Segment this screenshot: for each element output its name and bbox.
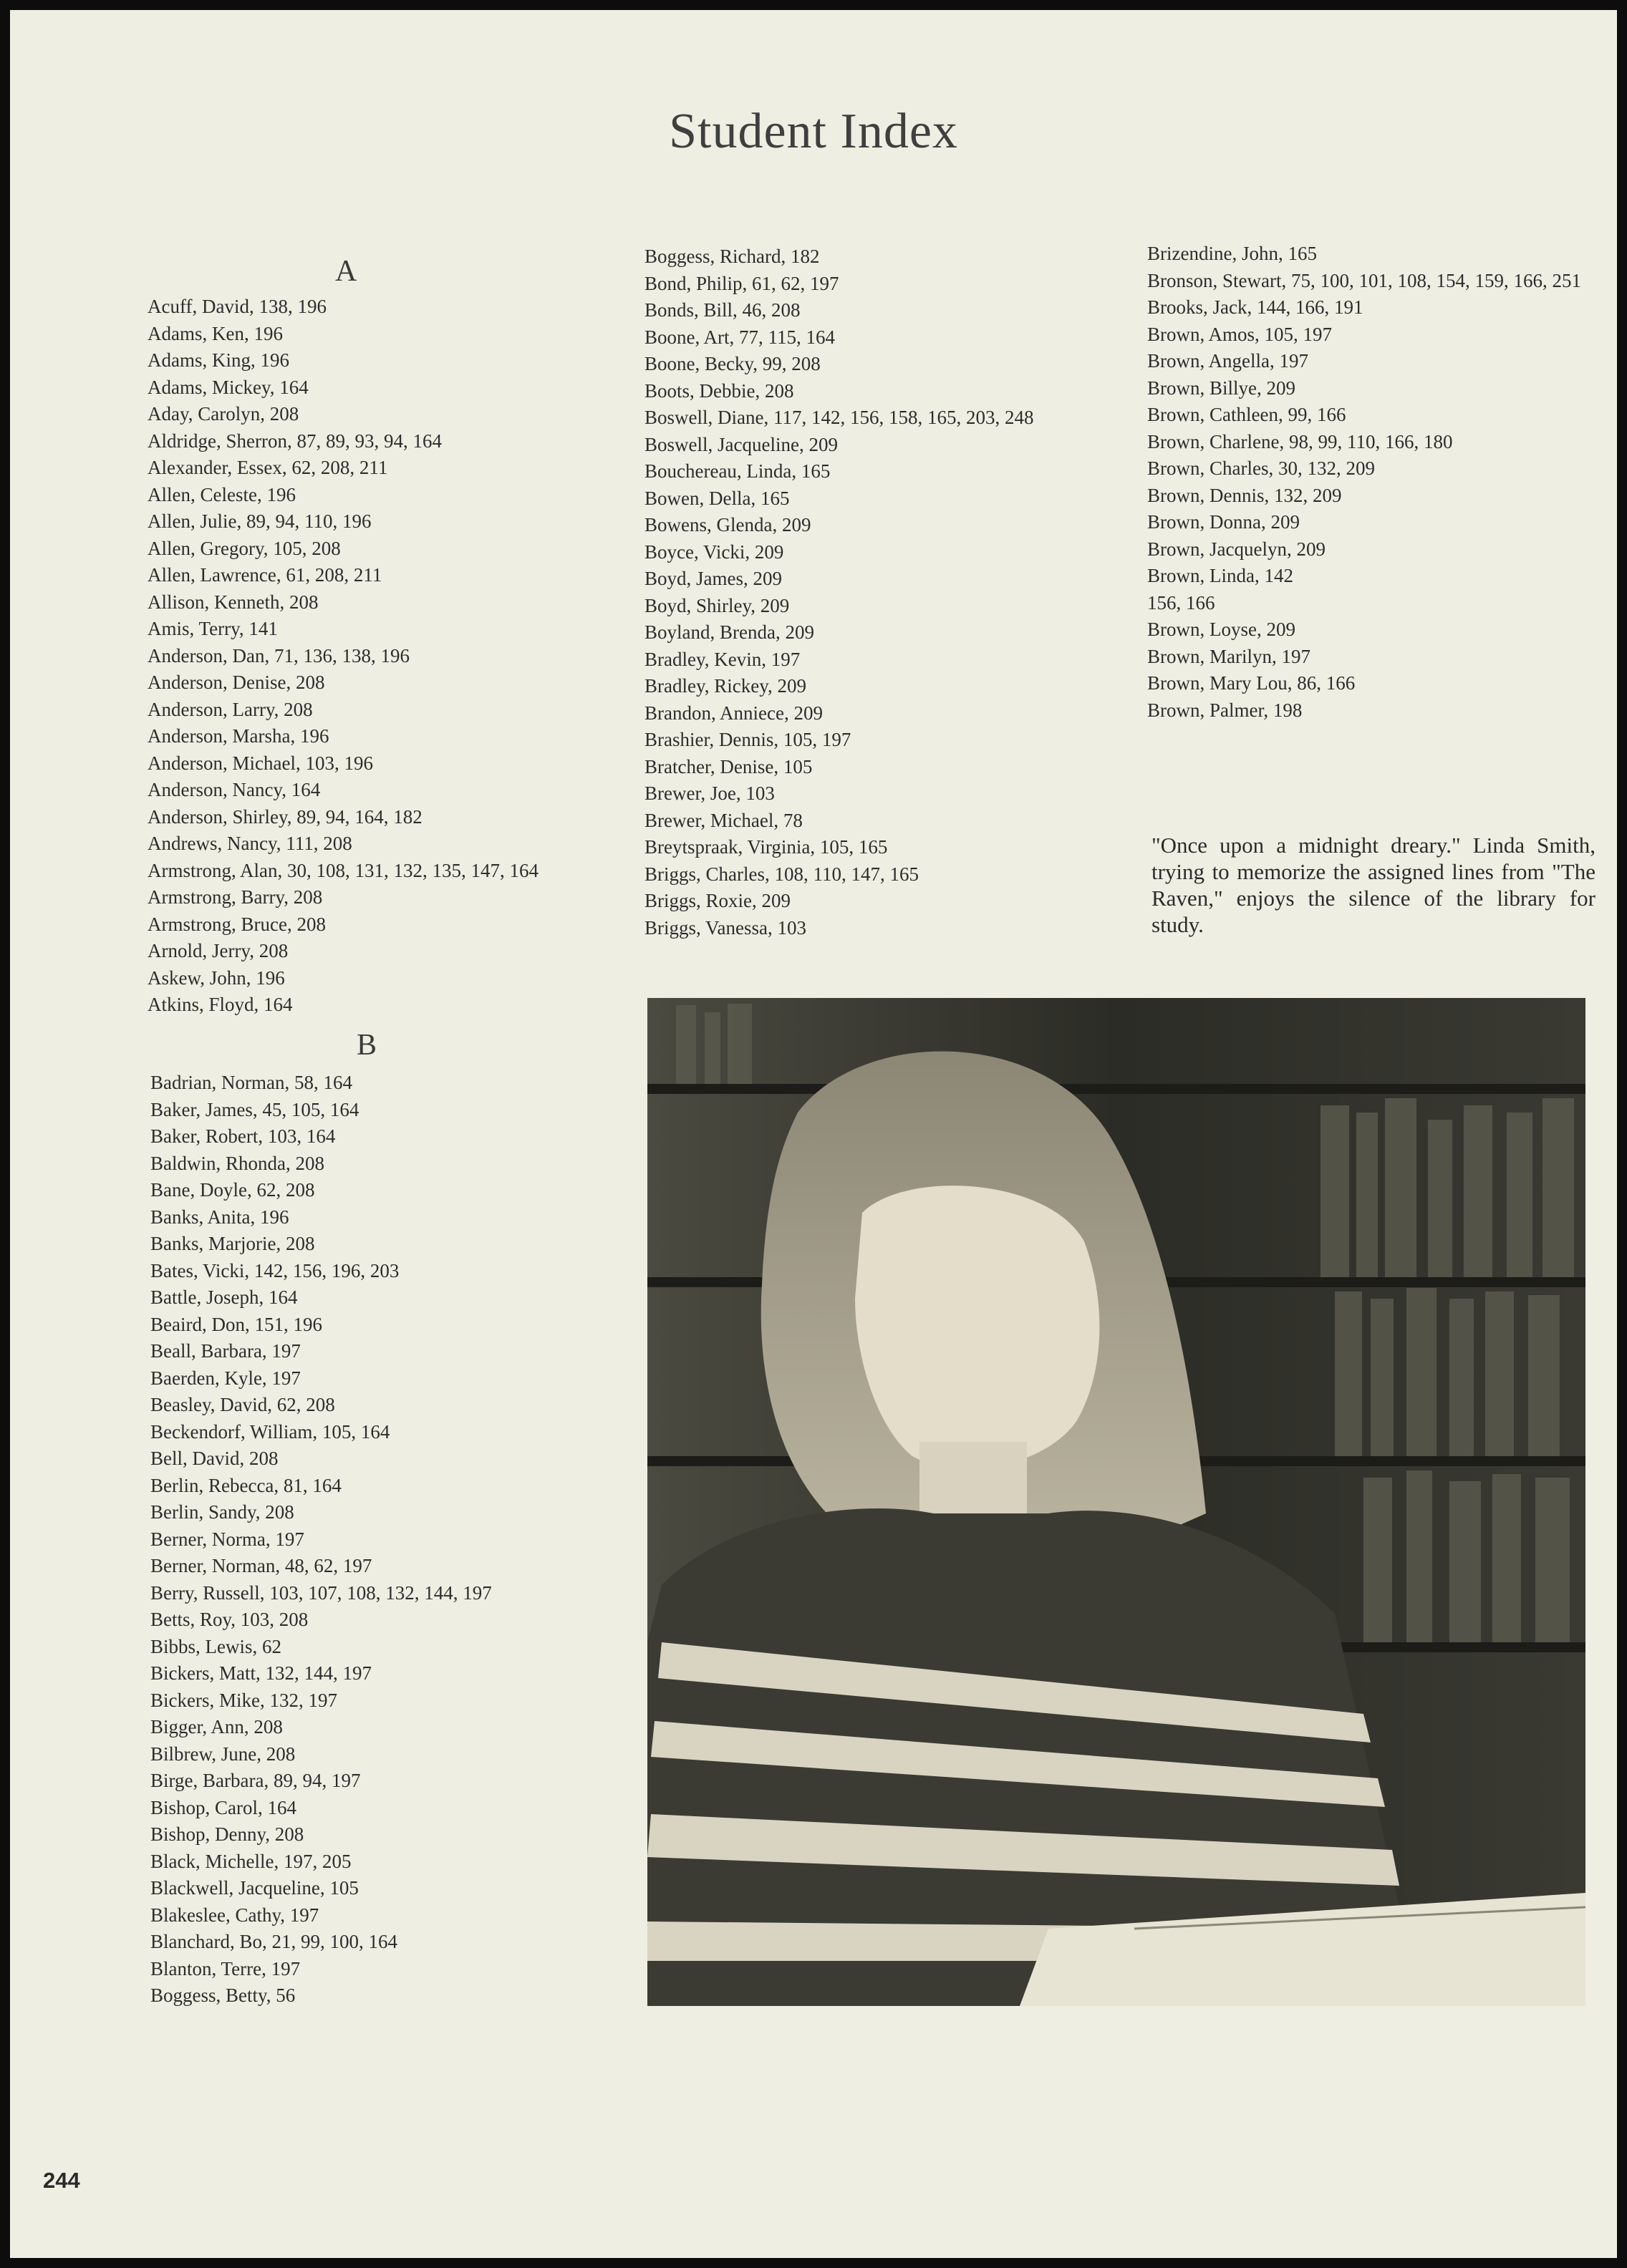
index-entry: Berlin, Sandy, 208: [150, 1501, 294, 1523]
index-entry: Armstrong, Alan, 30, 108, 131, 132, 135, 147, 164: [148, 859, 539, 881]
index-entry: Battle, Joseph, 164: [150, 1286, 298, 1308]
index-entry: Brashier, Dennis, 105, 197: [644, 729, 851, 750]
index-entry: Adams, Mickey, 164: [148, 376, 309, 398]
index-entry: Adams, King, 196: [148, 349, 289, 371]
index-entry: Brown, Marilyn, 197: [1147, 645, 1310, 667]
index-entry: Amis, Terry, 141: [148, 618, 278, 639]
index-entry: Brown, Donna, 209: [1147, 511, 1300, 533]
index-entry: Aldridge, Sherron, 87, 89, 93, 94, 164: [148, 430, 442, 452]
index-entry: Banks, Anita, 196: [150, 1206, 289, 1228]
column-2-list: [644, 243, 1131, 941]
index-entry: Acuff, David, 138, 196: [148, 296, 327, 317]
index-entry: Brown, Mary Lou, 86, 166: [1147, 672, 1356, 694]
index-entry: Brown, Dennis, 132, 209: [1147, 484, 1342, 506]
index-entry: Bond, Philip, 61, 62, 197: [644, 272, 839, 294]
index-entry: Bradley, Kevin, 197: [644, 648, 801, 670]
section-b-list: [150, 1070, 492, 2010]
index-entry: Bradley, Rickey, 209: [644, 675, 806, 697]
photo-caption: "Once upon a midnight dreary." Linda Smith, trying to memorize the assigned lines from "The Raven," enjoys the silence of the library for study.: [1152, 833, 1595, 937]
index-entry: Bishop, Denny, 208: [150, 1823, 304, 1845]
page-title: Student Index: [669, 104, 958, 159]
index-entry: Boggess, Betty, 56: [150, 1984, 296, 2006]
index-entry: Beasley, David, 62, 208: [150, 1394, 335, 1415]
index-entry: Black, Michelle, 197, 205: [150, 1850, 352, 1872]
index-entry: Banks, Marjorie, 208: [150, 1233, 315, 1254]
index-entry: Briggs, Charles, 108, 110, 147, 165: [644, 863, 919, 885]
index-entry: Brown, Angella, 197: [1147, 350, 1308, 372]
index-entry: Bowens, Glenda, 209: [644, 514, 811, 536]
index-entry: Bilbrew, June, 208: [150, 1743, 296, 1765]
section-letter-a: A: [335, 255, 357, 288]
index-entry: Boyland, Brenda, 209: [644, 621, 814, 643]
index-entry: Bigger, Ann, 208: [150, 1716, 283, 1738]
index-entry: Anderson, Michael, 103, 196: [148, 752, 373, 774]
page-number: 244: [43, 2168, 80, 2193]
index-entry: Brown, Charles, 30, 132, 209: [1147, 457, 1375, 479]
index-entry: Berner, Norman, 48, 62, 197: [150, 1555, 372, 1576]
index-entry: Beall, Barbara, 197: [150, 1340, 301, 1362]
index-entry: Bickers, Mike, 132, 197: [150, 1689, 337, 1711]
index-entry: Bishop, Carol, 164: [150, 1796, 297, 1818]
index-entry: Blackwell, Jacqueline, 105: [150, 1877, 359, 1899]
index-entry: Bonds, Bill, 46, 208: [644, 299, 801, 321]
index-entry: Bell, David, 208: [150, 1448, 279, 1469]
index-entry: Brooks, Jack, 144, 166, 191: [1147, 296, 1363, 318]
index-entry: Armstrong, Barry, 208: [148, 886, 323, 908]
index-entry: Anderson, Marsha, 196: [148, 725, 329, 747]
index-entry: Briggs, Vanessa, 103: [644, 916, 806, 939]
index-entry: Bickers, Matt, 132, 144, 197: [150, 1662, 372, 1684]
index-entry: Allison, Kenneth, 208: [148, 591, 319, 613]
index-entry: Askew, John, 196: [148, 966, 285, 989]
index-entry: Brizendine, John, 165: [1147, 243, 1317, 264]
index-entry: Bane, Doyle, 62, 208: [150, 1179, 315, 1201]
index-entry: Boots, Debbie, 208: [644, 379, 794, 402]
index-entry: Brown, Loyse, 209: [1147, 619, 1295, 640]
section-a-list: [148, 294, 539, 1019]
index-entry: Alexander, Essex, 62, 208, 211: [148, 457, 388, 478]
index-entry: Berlin, Rebecca, 81, 164: [150, 1474, 342, 1496]
index-entry: Andrews, Nancy, 111, 208: [148, 833, 352, 854]
index-entry: 156, 166: [1147, 591, 1215, 614]
index-entry: Atkins, Floyd, 164: [148, 994, 293, 1015]
index-entry: Brown, Billye, 209: [1147, 377, 1295, 399]
index-entry: Bibbs, Lewis, 62: [150, 1635, 282, 1657]
index-entry: Anderson, Dan, 71, 136, 138, 196: [148, 644, 410, 667]
index-entry: Baker, James, 45, 105, 164: [150, 1098, 359, 1120]
index-entry: Allen, Gregory, 105, 208: [148, 537, 341, 559]
index-entry: Blanchard, Bo, 21, 99, 100, 164: [150, 1931, 397, 1952]
index-entry: Brewer, Joe, 103: [644, 782, 775, 804]
index-entry: Aday, Carolyn, 208: [148, 403, 299, 425]
index-entry: Bowen, Della, 165: [644, 487, 790, 509]
index-entry: Bates, Vicki, 142, 156, 196, 203: [150, 1259, 400, 1281]
index-entry: Adams, Ken, 196: [148, 322, 283, 344]
section-letter-b: B: [357, 1029, 377, 1062]
index-entry: Birge, Barbara, 89, 94, 197: [150, 1770, 361, 1791]
index-entry: Brown, Charlene, 98, 99, 110, 166, 180: [1147, 430, 1453, 452]
index-entry: Baker, Robert, 103, 164: [150, 1125, 336, 1147]
index-entry: Betts, Roy, 103, 208: [150, 1609, 309, 1630]
index-entry: Boone, Art, 77, 115, 164: [644, 326, 835, 348]
index-entry: Breytspraak, Virginia, 105, 165: [644, 836, 888, 858]
index-entry: Beaird, Don, 151, 196: [150, 1313, 322, 1335]
index-entry: Baerden, Kyle, 197: [150, 1367, 301, 1389]
index-entry: Brown, Palmer, 198: [1147, 699, 1303, 721]
index-column-3: [1147, 241, 1598, 724]
index-entry: Brown, Amos, 105, 197: [1147, 323, 1333, 345]
index-entry: Bratcher, Denise, 105: [644, 755, 813, 777]
index-entry: Boyce, Vicki, 209: [644, 541, 784, 563]
index-entry: Badrian, Norman, 58, 164: [150, 1072, 352, 1093]
index-entry: Berry, Russell, 103, 107, 108, 132, 144, 197: [150, 1581, 492, 1604]
index-entry: Briggs, Roxie, 209: [644, 890, 791, 911]
index-entry: Blanton, Terre, 197: [150, 1957, 301, 1979]
index-entry: Blakeslee, Cathy, 197: [150, 1904, 319, 1926]
index-entry: Armstrong, Bruce, 208: [148, 913, 326, 935]
index-entry: Brown, Linda, 142: [1147, 565, 1293, 586]
index-entry: Boggess, Richard, 182: [644, 246, 820, 267]
index-entry: Anderson, Larry, 208: [148, 698, 313, 720]
index-entry: Brewer, Michael, 78: [644, 809, 803, 831]
index-entry: Baldwin, Rhonda, 208: [150, 1152, 324, 1174]
index-entry: Anderson, Shirley, 89, 94, 164, 182: [148, 805, 423, 828]
index-entry: Bronson, Stewart, 75, 100, 101, 108, 154, 159, 166, 251: [1147, 269, 1581, 291]
student-reading-photo: [647, 998, 1585, 2006]
index-entry: Anderson, Denise, 208: [148, 672, 325, 693]
index-entry: Allen, Lawrence, 61, 208, 211: [148, 564, 382, 586]
index-entry: Anderson, Nancy, 164: [148, 779, 321, 800]
index-entry: Allen, Julie, 89, 94, 110, 196: [148, 510, 372, 532]
column-3-list: [1147, 241, 1598, 724]
index-column-2: [644, 243, 1131, 941]
index-entry: Bouchereau, Linda, 165: [644, 460, 831, 482]
index-entry: Brown, Jacquelyn, 209: [1147, 538, 1326, 560]
index-entry: Boswell, Diane, 117, 142, 156, 158, 165, 203, 248: [644, 407, 1034, 428]
index-entry: Boswell, Jacqueline, 209: [644, 433, 838, 455]
index-entry: Boyd, James, 209: [644, 568, 782, 589]
index-entry: Allen, Celeste, 196: [148, 483, 296, 505]
index-entry: Boone, Becky, 99, 208: [644, 353, 821, 374]
index-entry: Beckendorf, William, 105, 164: [150, 1420, 390, 1443]
index-entry: Arnold, Jerry, 208: [148, 940, 289, 961]
index-entry: Brown, Cathleen, 99, 166: [1147, 404, 1346, 425]
yearbook-page: [10, 10, 1617, 2258]
index-entry: Brandon, Anniece, 209: [644, 702, 823, 724]
index-entry: Boyd, Shirley, 209: [644, 594, 790, 616]
index-entry: Berner, Norma, 197: [150, 1528, 304, 1550]
